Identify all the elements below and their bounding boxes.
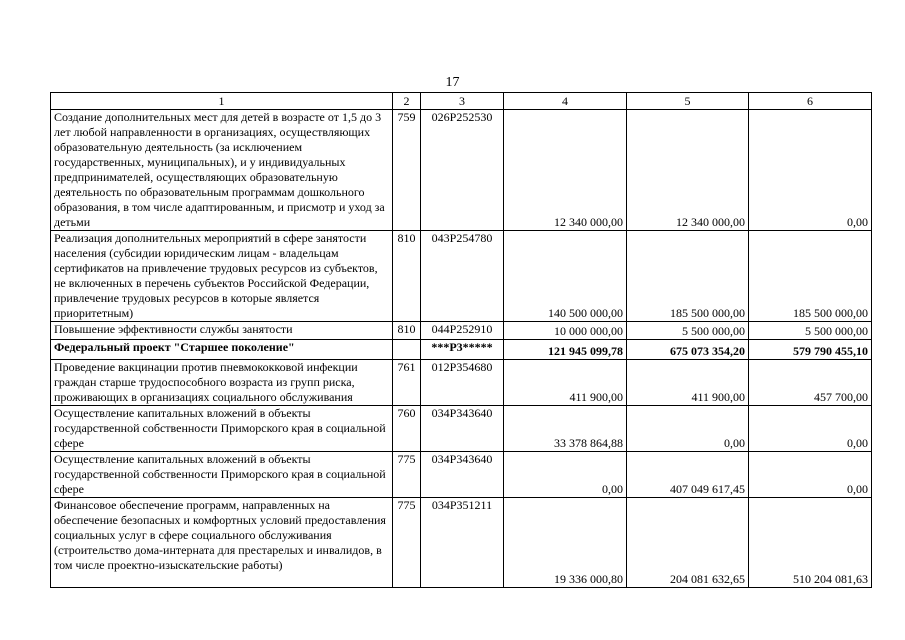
column-header: 3 [421, 93, 504, 110]
table-row [51, 360, 872, 406]
row-description: Финансовое обеспечение программ, направленных на обеспечение безопасных и комфортных условий предоставления социальных услуг в сфере социального обслуживания (строительство дома-интерната для престарелых и инвалидов, в том числе проектно-изыскательские работы) [51, 498, 393, 588]
row-amount-2: 675 073 354,20 [627, 340, 749, 360]
row-kcsr: 044P252910 [421, 322, 504, 340]
row-amount-1: 411 900,00 [504, 360, 627, 406]
column-header: 1 [51, 93, 393, 110]
row-amount-2: 12 340 000,00 [627, 110, 749, 231]
row-amount-2: 204 081 632,65 [627, 498, 749, 588]
row-amount-3: 0,00 [749, 110, 872, 231]
row-amount-3: 579 790 455,10 [749, 340, 872, 360]
row-kcsr: 034P351211 [421, 498, 504, 588]
table-row [51, 452, 872, 498]
row-amount-2: 407 049 617,45 [627, 452, 749, 498]
row-description: Осуществление капитальных вложений в объекты государственной собственности Приморского края в социальной сфере [51, 452, 393, 498]
row-code: 760 [393, 406, 421, 452]
row-description: Повышение эффективности службы занятости [51, 322, 393, 340]
column-header: 5 [627, 93, 749, 110]
page-number: 17 [445, 75, 460, 90]
row-amount-1: 19 336 000,80 [504, 498, 627, 588]
row-amount-3: 0,00 [749, 452, 872, 498]
table-row [51, 231, 872, 322]
table-row-project [51, 340, 872, 360]
row-code [393, 340, 421, 360]
row-code: 759 [393, 110, 421, 231]
row-amount-1: 121 945 099,78 [504, 340, 627, 360]
row-kcsr: 034P343640 [421, 406, 504, 452]
row-description: Создание дополнительных мест для детей в возрасте от 1,5 до 3 лет любой направленности в организациях, осуществляющих образовательную деятельность (за исключением государственных, муниципальных), и у индивидуальных предпринимателей, осуществляющих образовательную деятельность по образовательным программам дошкольного образования, в том числе адаптированным, и присмотр и уход за детьми [51, 110, 393, 231]
row-amount-3: 457 700,00 [749, 360, 872, 406]
row-description: Осуществление капитальных вложений в объекты государственной собственности Приморского края в социальной сфере [51, 406, 393, 452]
row-amount-3: 5 500 000,00 [749, 322, 872, 340]
row-amount-1: 10 000 000,00 [504, 322, 627, 340]
row-amount-2: 5 500 000,00 [627, 322, 749, 340]
table-row [51, 322, 872, 340]
row-amount-3: 510 204 081,63 [749, 498, 872, 588]
row-amount-1: 12 340 000,00 [504, 110, 627, 231]
row-kcsr: 012P354680 [421, 360, 504, 406]
table-row [51, 110, 872, 231]
table-row [51, 498, 872, 588]
column-header: 6 [749, 93, 872, 110]
row-amount-2: 0,00 [627, 406, 749, 452]
row-description: Федеральный проект "Старшее поколение" [51, 340, 393, 360]
row-kcsr: 026P252530 [421, 110, 504, 231]
row-description: Реализация дополнительных мероприятий в сфере занятости населения (субсидии юридическим лицам - владельцам сертификатов на привлечение трудовых ресурсов из субъектов, не включенных в перечень субъектов Российской Федерации, привлечение трудовых ресурсов в которые является приоритетным) [51, 231, 393, 322]
header-row [51, 93, 872, 110]
table-row [51, 406, 872, 452]
row-code: 775 [393, 498, 421, 588]
row-amount-1: 140 500 000,00 [504, 231, 627, 322]
row-amount-3: 0,00 [749, 406, 872, 452]
row-code: 810 [393, 322, 421, 340]
row-amount-2: 185 500 000,00 [627, 231, 749, 322]
column-header: 2 [393, 93, 421, 110]
row-kcsr: 043P254780 [421, 231, 504, 322]
row-amount-2: 411 900,00 [627, 360, 749, 406]
row-code: 761 [393, 360, 421, 406]
row-description: Проведение вакцинации против пневмококковой инфекции граждан старше трудоспособного возраста из групп риска, проживающих в организациях социального обслуживания [51, 360, 393, 406]
row-code: 810 [393, 231, 421, 322]
row-amount-1: 33 378 864,88 [504, 406, 627, 452]
budget-table [50, 92, 872, 588]
row-amount-1: 0,00 [504, 452, 627, 498]
row-kcsr: 034P343640 [421, 452, 504, 498]
row-kcsr: ***P3***** [421, 340, 504, 360]
column-header: 4 [504, 93, 627, 110]
row-code: 775 [393, 452, 421, 498]
row-amount-3: 185 500 000,00 [749, 231, 872, 322]
